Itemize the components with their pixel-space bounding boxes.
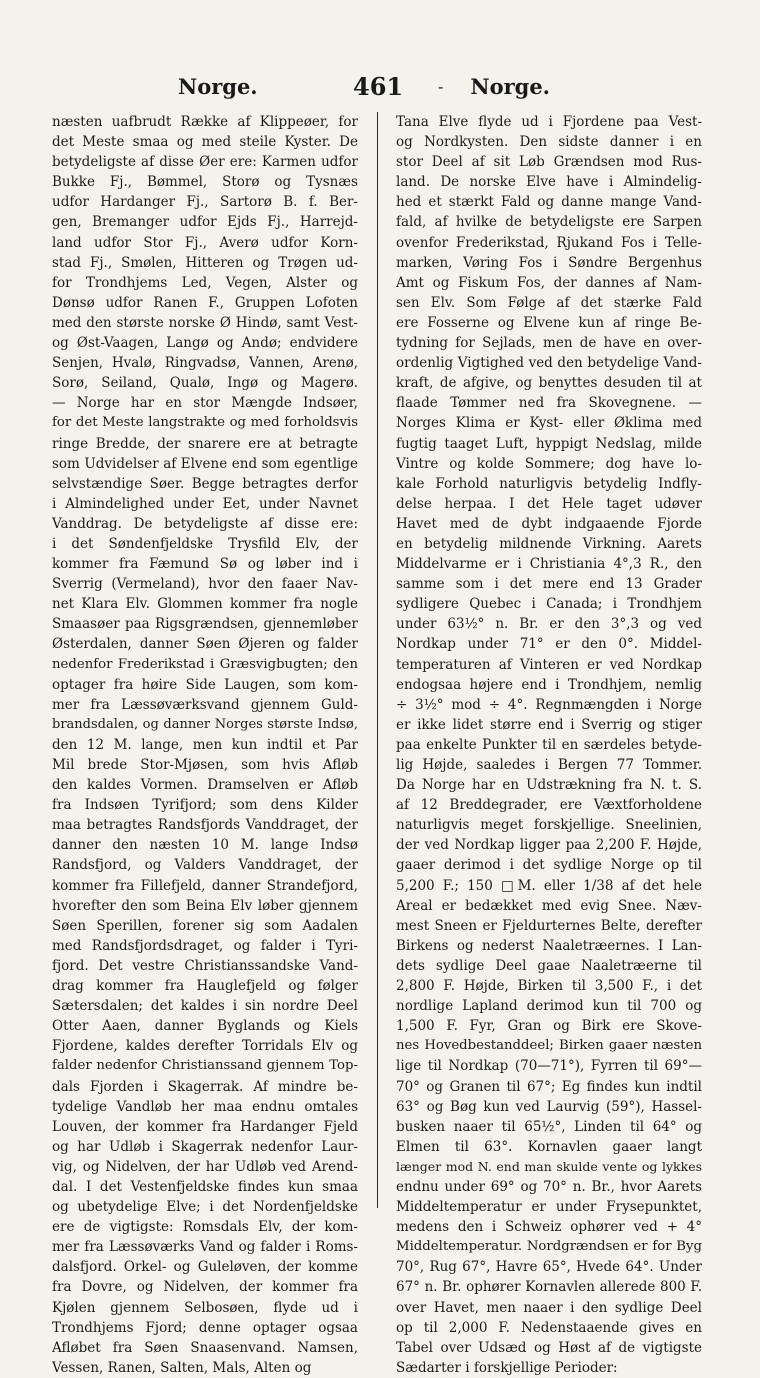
text-line: Kjølen gjennem Selbosøen, flyde ud i <box>52 1299 358 1316</box>
text-line: optager fra høire Side Laugen, som kom- <box>52 676 358 693</box>
text-line: flaade Tømmer ned fra Skovegnene. — <box>396 395 702 412</box>
header-mark: - <box>438 76 444 96</box>
text-line: af 12 Breddegrader, ere Væxtforholdene <box>396 797 702 814</box>
text-line: i det Søndenfjeldske Trysfild Elv, der <box>52 535 358 552</box>
text-line: lige til Nordkap (70—71°), Fyrren til 69°— <box>396 1058 702 1075</box>
text-line: dals Fjorden i Skagerrak. Af mindre be- <box>52 1078 358 1095</box>
text-line: Sorø, Seiland, Qualø, Ingø og Magerø. <box>52 375 358 392</box>
text-line: Havet med de dybt indgaaende Fjorde <box>396 515 702 532</box>
text-line: Bukke Fj., Bømmel, Storø og Tysnæs <box>52 174 358 191</box>
text-line: over Havet, men naaer i den sydlige Deel <box>396 1299 702 1316</box>
text-line: sen Elv. Som Følge af det stærke Fald <box>396 294 702 311</box>
text-line: og Nordkysten. Den sidste danner i en <box>396 134 702 151</box>
text-line: temperaturen af Vinteren er ved Nordkap <box>396 656 702 673</box>
text-line: fald, af hvilke de betydeligste ere Sarpen <box>396 214 702 231</box>
text-line: 67° n. Br. ophører Kornavlen allerede 800 F. <box>396 1279 702 1296</box>
text-line: Fjordene, kaldes derefter Torridals Elv og <box>52 1038 358 1055</box>
text-line: Østerdalen, danner Søen Øjeren og falder <box>52 636 358 653</box>
text-line: Søen Sperillen, forener sig som Aadalen <box>52 917 358 934</box>
header-left-title: Norge. <box>178 73 258 99</box>
text-line: Tana Elve flyde ud i Fjordene paa Vest- <box>396 114 702 130</box>
text-line: nedenfor Frederikstad i Græsvigbugten; den <box>52 656 358 672</box>
right-column <box>396 112 702 1378</box>
text-line: Da Norge har en Udstrækning fra N. t. S. <box>396 777 702 794</box>
text-line: længer mod N. end man skulde vente og lykkes <box>396 1158 702 1174</box>
text-line: i Almindelighed under Eet, under Navnet <box>52 495 358 512</box>
text-line: 70° og Granen til 67°; Eg findes kun indtil <box>396 1078 702 1095</box>
column-divider <box>377 112 378 1208</box>
text-line: mer fra Læssøværksvand gjennem Guld- <box>52 696 358 713</box>
text-line: som Udvidelser af Elvene end som egentlige <box>52 455 358 472</box>
text-line: dal. I det Vestenfjeldske findes kun smaa <box>52 1178 358 1195</box>
text-line: selvstændige Søer. Begge betragtes derfor <box>52 475 358 492</box>
text-line: falder nedenfor Christianssand gjennem Top- <box>52 1058 358 1074</box>
text-line: — Norge har en stor Mængde Indsøer, <box>52 395 358 412</box>
text-line: 70°, Rug 67°, Havre 65°, Hvede 64°. Under <box>396 1259 702 1276</box>
text-line: Sverrig (Vermeland), hvor den faaer Nav- <box>52 576 358 593</box>
text-line: Norges Klima er Kyst- eller Øklima med <box>396 415 702 432</box>
left-column <box>52 112 358 1378</box>
text-line: er ikke lidet større end i Sverrig og stiger <box>396 716 702 733</box>
text-line: hvorefter den som Beina Elv løber gjennem <box>52 897 358 914</box>
text-line: net Klara Elv. Glommen kommer fra nogle <box>52 596 358 613</box>
text-line: vig, og Nidelven, der har Udløb ved Arend- <box>52 1158 358 1175</box>
text-line: stor Deel af sit Løb Grændsen mod Rus- <box>396 154 702 171</box>
text-line: kommer fra Fillefjeld, danner Strandefjord, <box>52 877 358 894</box>
text-line: Elmen til 63°. Kornavlen gaaer langt <box>396 1138 702 1155</box>
text-line: stad Fj., Smølen, Hitteren og Trøgen ud- <box>52 254 358 271</box>
text-line: udfor Hardanger Fj., Sartorø B. f. Ber- <box>52 194 358 211</box>
text-line: endnu under 69° og 70° n. Br., hvor Aarets <box>396 1178 702 1195</box>
text-line: land. De norske Elve have i Almindelig- <box>396 174 702 191</box>
text-line: brandsdalen, og danner Norges største Indsø, <box>52 716 358 732</box>
text-line: ere de vigtigste: Romsdals Elv, der kom- <box>52 1219 358 1236</box>
text-line: næsten uafbrudt Række af Klippeøer, for <box>52 114 358 130</box>
text-line: tydelige Vandløb her maa endnu omtales <box>52 1098 358 1115</box>
text-line: maa betragtes Randsfjords Vanddraget, der <box>52 817 358 834</box>
text-line: Vintre og kolde Sommere; dog have lo- <box>396 455 702 472</box>
text-line: Sædarter i forskjellige Perioder: <box>396 1359 618 1376</box>
text-line: Trondhjems Fjord; denne optager ogsaa <box>52 1319 358 1336</box>
text-line: ovenfor Frederikstad, Rjukand Fos i Telle- <box>396 234 702 251</box>
text-line: dets sydlige Deel gaae Naaletræerne til <box>396 957 702 974</box>
text-line: fugtig taaget Luft, hyppigt Nedslag, milde <box>396 435 702 452</box>
text-line: for Trondhjems Led, Vegen, Alster og <box>52 274 358 291</box>
text-line: der ved Nordkap ligger paa 2,200 F. Højde, <box>396 837 702 854</box>
text-line: nes Hovedbestanddeel; Birken gaaer næsten <box>396 1038 702 1054</box>
text-line: ordenlig Vigtighed ved den betydelige Vand- <box>396 355 702 372</box>
text-line: kraft, de afgive, og benyttes desuden til at <box>396 375 702 392</box>
text-line: kale Forhold naturligvis betydelig Indfly- <box>396 475 702 492</box>
page-number: 461 <box>353 71 404 101</box>
text-line: op til 2,000 F. Nedenstaaende gives en <box>396 1319 702 1336</box>
text-line: det Meste smaa og med steile Kyster. De <box>52 134 358 151</box>
text-line: Tabel over Udsæd og Høst af de vigtigste <box>396 1339 702 1356</box>
text-line: fra Dovre, og Nidelven, der kommer fra <box>52 1279 358 1296</box>
text-line: paa enkelte Punkter til en særdeles betyde- <box>396 736 702 753</box>
text-line: 5,200 F.; 150 □M. eller 1/38 af det hele <box>396 877 702 894</box>
text-line: lig Højde, saaledes i Bergen 77 Tommer. <box>396 757 702 773</box>
text-line: endogsaa højere end i Trondhjem, nemlig <box>396 676 702 693</box>
text-line: kommer fra Fæmund Sø og løber ind i <box>52 556 358 573</box>
text-line: Smaasøer paa Rigsgrændsen, gjennemløber <box>52 616 358 633</box>
text-line: hed et stærkt Fald og danne mange Vand- <box>396 194 702 211</box>
text-line: fra Indsøen Tyrifjord; som dens Kilder <box>52 797 358 814</box>
text-line: Vanddrag. De betydeligste af disse ere: <box>52 515 358 532</box>
text-line: og ubetydelige Elve; i det Nordenfjeldske <box>52 1199 358 1216</box>
text-line: dalsfjord. Orkel- og Guleløven, der komme <box>52 1259 358 1276</box>
text-line: Senjen, Hvalø, Ringvadsø, Vannen, Arenø, <box>52 355 358 372</box>
text-line: gaaer derimod i det sydlige Norge op til <box>396 857 702 874</box>
text-line: Amt og Fiskum Fos, der dannes af Nam- <box>396 274 702 291</box>
text-line: nordlige Lapland derimod kun til 700 og <box>396 998 702 1015</box>
text-line: betydeligste af disse Øer ere: Karmen udfor <box>52 154 358 171</box>
text-line: marken, Vøring Fos i Søndre Bergenhus <box>396 254 702 271</box>
text-line: tydning for Sejlads, men de have en over- <box>396 335 702 352</box>
text-line: ringe Bredde, der snarere ere at betragte <box>52 435 358 452</box>
text-line: Birkens og nederst Naaletræernes. I Lan- <box>396 937 702 954</box>
text-line: Areal er bedækket med evig Snee. Næv- <box>396 897 702 914</box>
text-line: Dønsø udfor Ranen F., Gruppen Lofoten <box>52 294 358 311</box>
text-line: med den største norske Ø Hindø, samt Vest- <box>52 314 358 331</box>
text-line: naturligvis meget forskjellige. Sneelinien, <box>396 817 702 834</box>
text-line: sydligere Quebec i Canada; i Trondhjem <box>396 596 702 613</box>
text-line: Louven, der kommer fra Hardanger Fjeld <box>52 1118 358 1135</box>
text-line: Mil brede Stor-Mjøsen, som hvis Afløb <box>52 757 358 773</box>
text-line: den 12 M. lange, men kun indtil et Par <box>52 736 358 753</box>
text-line: Randsfjord, og Valders Vanddraget, der <box>52 857 358 874</box>
text-line: delse herpaa. I det Hele taget udøver <box>396 495 702 512</box>
text-line: medens den i Schweiz ophører ved + 4° <box>396 1219 702 1236</box>
text-line: 2,800 F. Højde, Birken til 3,500 F., i det <box>396 978 702 995</box>
text-line: land udfor Stor Fj., Averø udfor Korn- <box>52 234 358 251</box>
text-line: Middeltemperatur er under Frysepunktet, <box>396 1199 702 1216</box>
text-line: og Øst-Vaagen, Langø og Andø; endvidere <box>52 335 358 352</box>
text-line: busken naaer til 65½°, Linden til 64° og <box>396 1118 702 1135</box>
text-line: for det Meste langstrakte og med forholdsvis <box>52 415 358 431</box>
text-line: samme som i det mere end 13 Grader <box>396 576 702 593</box>
header-right-title: Norge. <box>470 73 550 99</box>
text-line: en betydelig mildnende Virkning. Aarets <box>396 535 702 552</box>
text-line: med Randsfjordsdraget, og falder i Tyri- <box>52 937 358 954</box>
text-line: mer fra Læssøværks Vand og falder i Roms- <box>52 1239 358 1256</box>
text-line: Sætersdalen; det kaldes i sin nordre Deel <box>52 998 358 1015</box>
text-line: Otter Aaen, danner Byglands og Kiels <box>52 1018 358 1035</box>
text-line: Nordkap under 71° er den 0°. Middel- <box>396 636 702 653</box>
text-line: ere Fosserne og Elvene kun af ringe Be- <box>396 314 702 331</box>
text-line: Middelvarme er i Christiania 4°,3 R., den <box>396 556 702 573</box>
text-line: under 63½° n. Br. er den 3°,3 og ved <box>396 616 702 633</box>
text-line: fjord. Det vestre Christianssandske Vand- <box>52 957 358 974</box>
text-line: Afløbet fra Søen Snaasenvand. Namsen, <box>52 1339 358 1356</box>
text-line: danner den næsten 10 M. lange Indsø <box>52 837 358 854</box>
text-line: mest Sneen er Fjeldurternes Belte, derefter <box>396 917 702 934</box>
text-line: drag kommer fra Hauglefjeld og følger <box>52 978 358 995</box>
text-line: gen, Bremanger udfor Ejds Fj., Harrejd- <box>52 214 358 231</box>
text-line: Middeltemperatur. Nordgrændsen er for Byg <box>396 1239 702 1255</box>
text-line: Vessen, Ranen, Salten, Mals, Alten og <box>52 1359 312 1376</box>
text-line: og har Udløb i Skagerrak nedenfor Laur- <box>52 1138 358 1155</box>
text-line: 1,500 F. Fyr, Gran og Birk ere Skove- <box>396 1018 702 1035</box>
text-line: den kaldes Vormen. Dramselven er Afløb <box>52 777 358 794</box>
running-header <box>48 66 712 106</box>
text-line: ÷ 3½° mod ÷ 4°. Regnmængden i Norge <box>396 696 702 713</box>
text-line: 63° og Bøg kun ved Laurvig (59°), Hassel- <box>396 1098 702 1115</box>
